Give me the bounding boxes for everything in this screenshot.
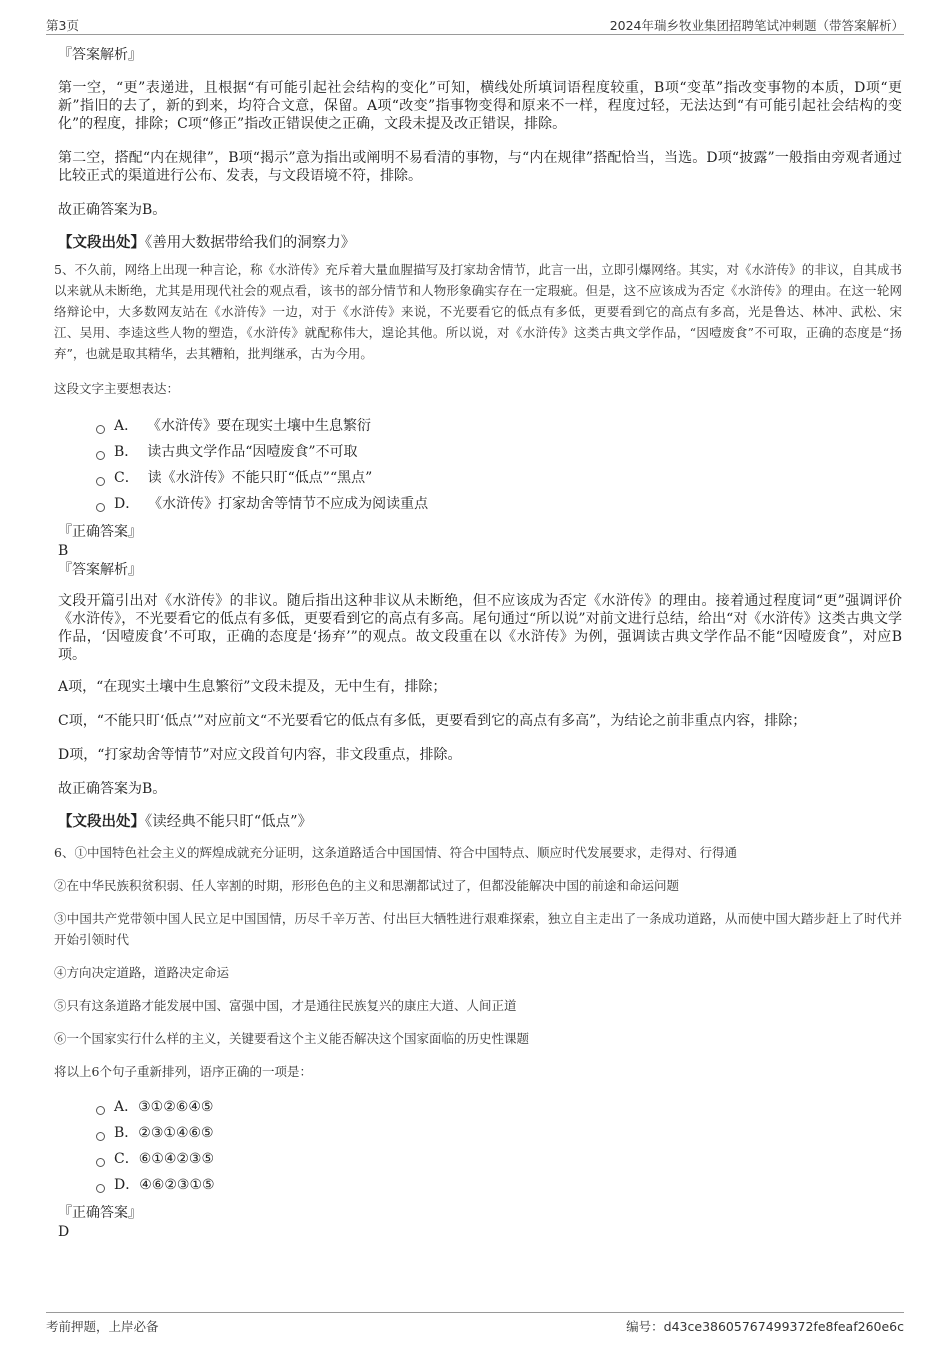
radio-icon[interactable] <box>96 503 105 512</box>
q5-analysis-paragraph: D项，“打家劫舍等情节”对应文段首句内容，非文段重点，排除。 <box>58 747 462 763</box>
q6-option-d[interactable] <box>96 1172 902 1198</box>
q5-conclusion: 故正确答案为B。 <box>58 781 167 797</box>
q5-analysis-paragraph: C项，“不能只盯‘低点’”对应前文“不光要看它的低点有多低，更要看到它的高点有多高”，为结论之前非重点内容，排除； <box>58 713 807 729</box>
q6-correct-label: 『正确答案』 <box>58 1205 142 1221</box>
option-text: 《水浒传》打家劫舍等情节不应成为阅读重点 <box>148 496 429 512</box>
radio-icon[interactable] <box>96 477 105 486</box>
document-code: 编号：d43ce38605767499372fe8feaf260e6c <box>626 1319 904 1334</box>
q5-analysis-label: 『答案解析』 <box>58 562 142 578</box>
q4-conclusion: 故正确答案为B。 <box>58 202 167 218</box>
q4-analysis-label: 『答案解析』 <box>58 47 142 63</box>
q5-options <box>96 413 902 517</box>
option-letter: B． <box>114 444 139 460</box>
option-text: ③①②⑥④⑤ <box>138 1099 214 1115</box>
q6-question: 将以上6个句子重新排列，语序正确的一项是： <box>54 1064 312 1079</box>
q5-question: 这段文字主要想表达： <box>54 381 180 396</box>
q5-correct-label: 『正确答案』 <box>58 524 142 540</box>
q5-analysis-paragraph: A项，“在现实土壤中生息繁衍”文段未提及，无中生有，排除； <box>58 679 447 695</box>
q5-stem: 5、不久前，网络上出现一种言论，称《水浒传》充斥着大量血腥描写及打家劫舍情节，此言一出，立即引爆网络。其实，对《水浒传》的非议，自其成书以来就从未断绝，尤其是用现代社会的观点看，该书的部分情节和人物形象确实存在一定瑕疵。但是，这不应该成为否定《水浒传》的理由。在这一轮网络辩论中，大多数网友站在《水浒传》一边，对于《水浒传》来说，不光要看它的低点有多低，更要看到它的高点有多高，光是鲁达、林冲、武松、宋江、吴用、李逵这些人物的塑造，《水浒传》就配称伟大，遑论其他。所以说，对《水浒传》这类古典文学作品，“因噎废食”不可取，正确的态度是“扬弃”，也就是取其精华，去其糟粕，批判继承，古为今用。 <box>54 262 902 361</box>
option-letter: A． <box>114 1099 139 1115</box>
q6-sentence: ④方向决定道路，道路决定命运 <box>54 965 230 980</box>
option-letter: C． <box>114 1151 139 1167</box>
q6-option-c[interactable] <box>96 1146 902 1172</box>
q4-analysis-paragraph: 第二空，搭配“内在规律”，B项“揭示”意为指出或阐明不易看清的事物，与“内在规律”搭配恰当，当选。D项“披露”一般指由旁观者通过比较正式的渠道进行公布、发表，与文段语境不符，排除。 <box>58 150 902 184</box>
radio-icon[interactable] <box>96 451 105 460</box>
footer-slogan: 考前押题，上岸必备 <box>46 1319 159 1334</box>
q5-option-d[interactable] <box>96 491 902 517</box>
q6-options <box>96 1094 902 1198</box>
q4-source <box>58 233 902 253</box>
q6-correct-answer: D <box>58 1224 70 1240</box>
q6-option-b[interactable] <box>96 1120 902 1146</box>
option-text: 读古典文学作品“因噎废食”不可取 <box>147 444 358 460</box>
radio-icon[interactable] <box>96 1184 105 1193</box>
option-text: ④⑥②③①⑤ <box>139 1177 215 1193</box>
option-text: 读《水浒传》不能只盯“低点”“黑点” <box>147 470 373 486</box>
q5-option-c[interactable] <box>96 465 902 491</box>
q5-source <box>58 812 902 832</box>
q5-source-label: 【文段出处】 <box>58 813 145 830</box>
q4-source-label: 【文段出处】 <box>58 234 145 251</box>
radio-icon[interactable] <box>96 425 105 434</box>
option-letter: D． <box>114 496 140 512</box>
q6-sentence: ⑤只有这条道路才能发展中国、富强中国，才是通往民族复兴的康庄大道、人间正道 <box>54 998 517 1013</box>
option-text: 《水浒传》要在现实土壤中生息繁衍 <box>147 418 372 434</box>
page-header <box>46 14 904 35</box>
q4-source-title: 《善用大数据带给我们的洞察力》 <box>145 235 356 251</box>
option-letter: D． <box>114 1177 140 1193</box>
q6-sentence: ③中国共产党带领中国人民立足中国国情，历尽千辛万苦、付出巨大牺牲进行艰难探索，独立自主走出了一条成功道路，从而使中国大踏步赶上了时代并开始引领时代 <box>54 911 902 947</box>
q5-source-title: 《读经典不能只盯“低点”》 <box>145 814 313 830</box>
q6-sentence: 6、①中国特色社会主义的辉煌成就充分证明，这条道路适合中国国情、符合中国特点、顺应时代发展要求，走得对、行得通 <box>54 845 737 860</box>
q6-sentence: ②在中华民族积贫积弱、任人宰割的时期，形形色色的主义和思潮都试过了，但都没能解决中国的前途和命运问题 <box>54 878 680 893</box>
document-title: 2024年瑞乡牧业集团招聘笔试冲刺题（带答案解析） <box>609 18 904 33</box>
q5-option-b[interactable] <box>96 439 902 465</box>
option-text: ⑥①④②③⑤ <box>138 1151 215 1167</box>
q6-option-a[interactable] <box>96 1094 902 1120</box>
radio-icon[interactable] <box>96 1158 105 1167</box>
q6-sentence: ⑥一个国家实行什么样的主义，关键要看这个主义能否解决这个国家面临的历史性课题 <box>54 1031 530 1046</box>
radio-icon[interactable] <box>96 1106 105 1115</box>
option-letter: B． <box>114 1125 139 1141</box>
option-letter: A． <box>114 418 139 434</box>
page-footer <box>46 1312 904 1335</box>
option-letter: C． <box>114 470 139 486</box>
q4-analysis-paragraph: 第一空，“更”表递进，且根据“有可能引起社会结构的变化”可知，横线处所填词语程度较重，B项“变革”指改变事物的本质，D项“更新”指旧的去了，新的到来，均符合文意，保留。A项“改变”指事物变得和原来不一样，程度过轻，无法达到“有可能引起社会结构的变化”的程度，排除；C项“修正”指改正错误使之正确，文段未提及改正错误，排除。 <box>58 80 902 132</box>
option-text: ②③①④⑥⑤ <box>138 1125 214 1141</box>
q5-analysis-paragraph: 文段开篇引出对《水浒传》的非议。随后指出这种非议从未断绝，但不应该成为否定《水浒传》的理由。接着通过程度词“更”强调评价《水浒传》，不光要看它的低点有多低，更要看到它的高点有多高。尾句通过“所以说”对前文进行总结，给出“对《水浒传》这类古典文学作品，‘因噎废食’不可取，正确的态度是‘扬弃’”的观点。故文段重在以《水浒传》为例，强调读古典文学作品不能“因噎废食”，对应B项。 <box>58 593 902 663</box>
q5-correct-answer: B <box>58 543 69 559</box>
page-number: 第3页 <box>46 18 79 33</box>
radio-icon[interactable] <box>96 1132 105 1141</box>
q5-option-a[interactable] <box>96 413 902 439</box>
page-content <box>52 36 902 1242</box>
